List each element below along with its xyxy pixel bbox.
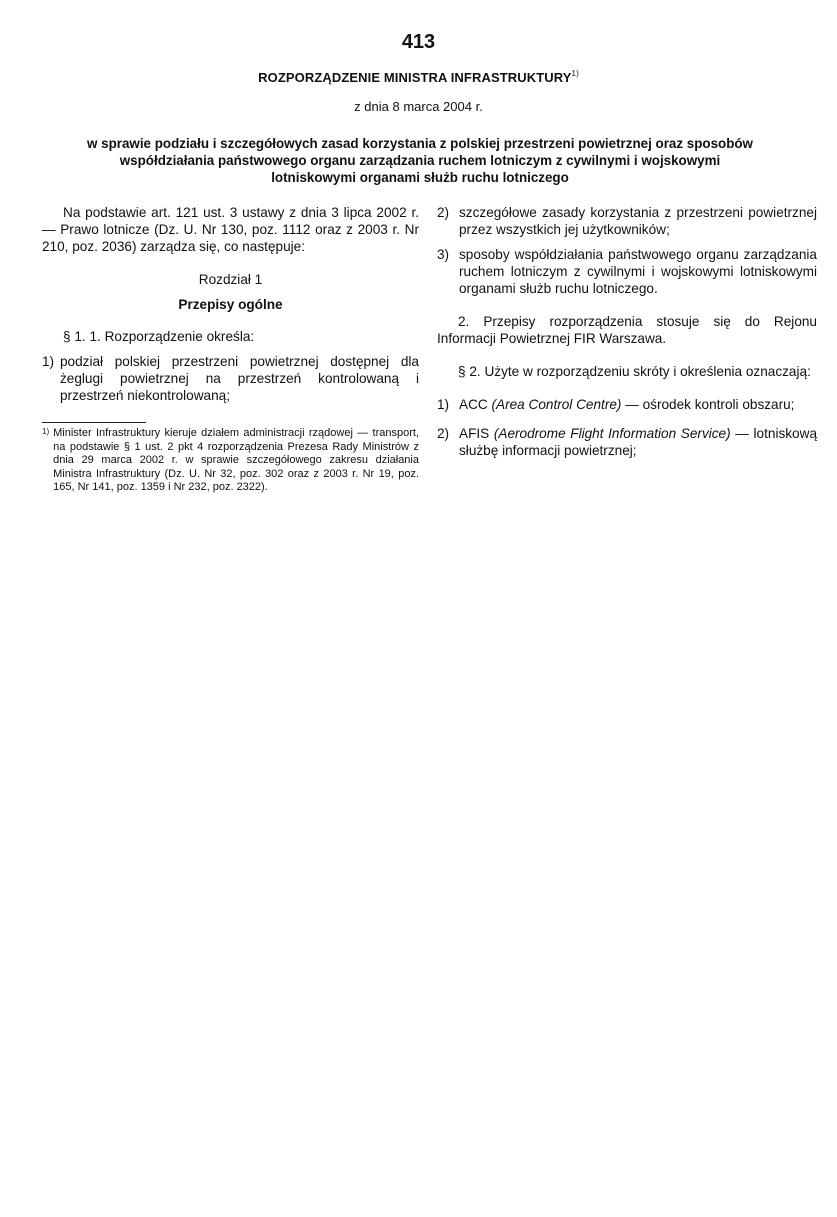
chapter-title: Przepisy ogólne [178, 297, 283, 312]
left-column [42, 204, 419, 495]
list-item-text: sposoby współdziałania państwowego organu zarządzania ruchem lotniczym z cywilnymi i wojskowymi lotniskowymi organami służb ruchu lotniczego. [459, 247, 817, 296]
definition-term: AFIS [459, 426, 490, 441]
list-item-number: 1) [42, 354, 55, 369]
list-item [437, 204, 817, 238]
footnote-text: Minister Infrastruktury kieruje działem administracji rządowej — transport, na podstawie § 1 ust. 2 pkt 4 rozporządzenia Prezesa Rady Ministrów z dnia 29 marca 2002 r. w sprawie szczegółowego zakresu działania Ministra Infrastruktury (Dz. U. Nr 32, poz. 302 oraz z 2003 r. Nr 19, poz. 165, Nr 141, poz. 1359 i Nr 232, poz. 2322). [53, 427, 419, 494]
list-item-text: szczegółowe zasady korzystania z przestrzeni powietrznej przez wszystkich jej użytkowników; [459, 205, 817, 237]
subject-line: lotniskowymi organami służb ruchu lotniczego [271, 170, 569, 185]
subject-line: w sprawie podziału i szczegółowych zasad korzystania z polskiej przestrzeni powietrznej oraz sposobów [87, 136, 753, 151]
legal-basis-paragraph: Na podstawie art. 121 ust. 3 ustawy z dnia 3 lipca 2002 r. — Prawo lotnicze (Dz. U. Nr 130, poz. 1112 oraz z 2003 r. Nr 210, poz. 2036) zarządza się, co następuje: [42, 205, 419, 254]
definition-number: 2) [437, 426, 450, 441]
definition-text [459, 425, 817, 459]
title-footnote-mark: 1) [571, 69, 579, 78]
page-number: 413 [401, 31, 436, 53]
subject-line: współdziałania państwowego organu zarządzania ruchem lotniczym z cywilnymi i wojskowymi [119, 153, 721, 168]
footnote [42, 427, 419, 495]
document-date: z dnia 8 marca 2004 r. [354, 99, 483, 114]
chapter-heading: Rozdział 1 [198, 272, 263, 287]
right-column [437, 204, 817, 459]
list-item-number: 3) [437, 247, 450, 262]
definition-item [437, 425, 817, 459]
document-subject [40, 135, 800, 186]
definition-english: (Aerodrome Flight Information Service) [493, 426, 731, 441]
definition-meaning: — lotniskową służbę informacji powietrznej; [459, 426, 817, 458]
list-item-text: podział polskiej przestrzeni powietrznej dostępnej dla żeglugi powietrznej na przestrzeń kontrolowaną i przestrzeń niekontrolowaną; [60, 354, 419, 403]
definition-number: 1) [437, 397, 450, 412]
definition-item [437, 396, 817, 413]
footnote-divider [42, 422, 146, 423]
list-item-number: 2) [437, 205, 450, 220]
definition-english: (Area Control Centre) [491, 397, 622, 412]
section-2-paragraph: § 2. Użyte w rozporządzeniu skróty i określenia oznaczają: [458, 364, 811, 379]
footnote-mark: 1) [42, 427, 50, 436]
definition-meaning: — ośrodek kontroli obszaru; [625, 397, 795, 412]
definition-text [459, 396, 817, 413]
section-1-paragraph: § 1. 1. Rozporządzenie określa: [63, 329, 255, 344]
definition-term: ACC [459, 397, 488, 412]
list-item [42, 353, 419, 404]
document-title [0, 69, 837, 85]
section-1-paragraph-2: 2. Przepisy rozporządzenia stosuje się do Rejonu Informacji Powietrznej FIR Warszawa. [437, 314, 817, 346]
title-text: ROZPORZĄDZENIE MINISTRA INFRASTRUKTURY [258, 70, 572, 85]
list-item [437, 246, 817, 297]
